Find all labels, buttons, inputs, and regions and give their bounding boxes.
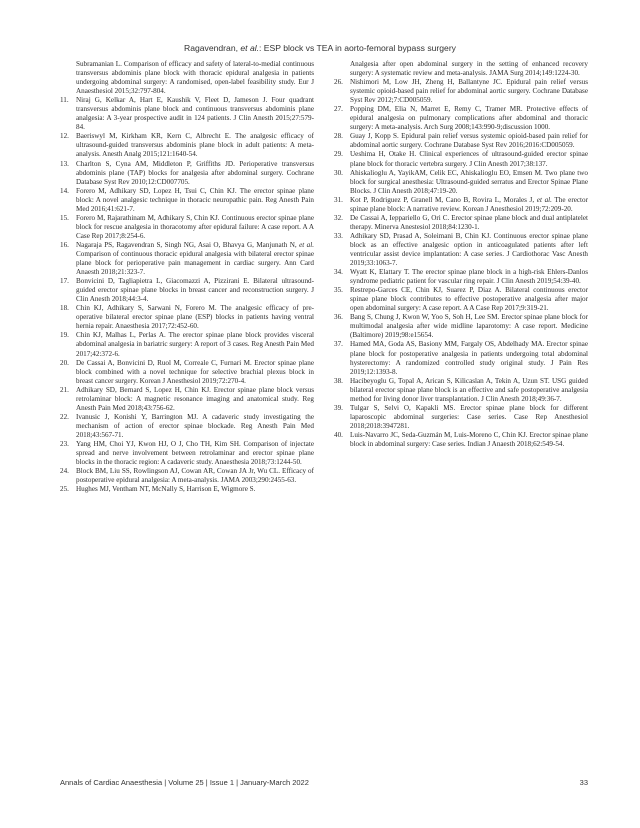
reference-number: 12. bbox=[60, 132, 69, 141]
reference-item bbox=[60, 440, 314, 467]
reference-item bbox=[60, 160, 314, 187]
reference-item bbox=[60, 413, 314, 440]
reference-item bbox=[60, 96, 314, 132]
footer-journal: Annals of Cardiac Anaesthesia | Volume 25 | Issue 1 | January-March 2022 bbox=[60, 778, 309, 787]
reference-item bbox=[60, 214, 314, 241]
reference-number: 24. bbox=[60, 467, 69, 476]
reference-text bbox=[350, 169, 588, 196]
reference-text-part: Hacibeyoglu G, Topal A, Arican S, Kilicaslan A, Tekin A, Uzun ST. USG guided bilateral erector spinae plane block is an effective and safe postoperative analgesia method for living donor liver transplantation. J Clin Anesth 2018;49:36-7. bbox=[350, 376, 588, 403]
reference-text bbox=[350, 196, 588, 214]
reference-text bbox=[350, 232, 588, 268]
reference-text bbox=[350, 214, 588, 232]
reference-text bbox=[350, 286, 588, 313]
reference-number: 33. bbox=[334, 231, 343, 240]
reference-item bbox=[334, 286, 588, 313]
reference-item bbox=[334, 340, 588, 376]
reference-item bbox=[334, 313, 588, 340]
reference-text-part: Chin KJ, Malhas L, Perlas A. The erector spinae plane block provides visceral abdominal analgesia in bariatric surgery: A report of 3 cases. Reg Anesth Pain Med 2017;42:372-6. bbox=[76, 331, 314, 358]
reference-item bbox=[334, 169, 588, 196]
reference-number: 14. bbox=[60, 186, 69, 195]
reference-item bbox=[334, 404, 588, 431]
reference-number: 17. bbox=[60, 277, 69, 286]
reference-text bbox=[76, 241, 314, 277]
reference-number: 39. bbox=[334, 403, 343, 412]
reference-item bbox=[334, 377, 588, 404]
reference-text-part: Restrepo-Garces CE, Chin KJ, Suarez P, Diaz A. Bilateral continuous erector spinae plane block contributes to effective postoperative analgesia after major open abdominal surgery: A case report. A A Case Rep 2017;9:319-21. bbox=[350, 286, 588, 313]
reference-text-part: Analgesia after open abdominal surgery in the setting of enhanced recovery surgery: A systematic review and meta-analysis. JAMA Surg 2014;149:1224-30. bbox=[350, 60, 588, 78]
reference-text-part: The erector spinae plane block: A narrative review. Korean J Anesthesiol 2019;72:209-20. bbox=[350, 195, 588, 213]
reference-text bbox=[350, 313, 588, 340]
reference-number: 28. bbox=[334, 132, 343, 141]
reference-text bbox=[76, 96, 314, 132]
reference-number: 23. bbox=[60, 439, 69, 448]
reference-text bbox=[350, 60, 588, 78]
reference-item bbox=[334, 214, 588, 232]
reference-item bbox=[60, 132, 314, 159]
reference-number: 26. bbox=[334, 78, 343, 87]
reference-text-part: Comparison of continuous thoracic epidural analgesia with bilateral erector spinae plane block for perioperative pain management in cardiac surgery. Ann Card Anaesth 2018;21:323-7. bbox=[76, 249, 314, 277]
reference-text-part: Hughes MJ, Ventham NT, McNally S, Harrison E, Wigmore S. bbox=[76, 485, 256, 494]
reference-item bbox=[334, 132, 588, 150]
reference-number: 35. bbox=[334, 286, 343, 295]
reference-text-part: Forero M, Adhikary SD, Lopez H, Tsui C, Chin KJ. The erector spinae plane block: A novel analgesic technique in thoracic neuropathic pain. Reg Anesth Pain Med 2016;41:621-7. bbox=[76, 186, 314, 213]
header-etal: et al. bbox=[240, 43, 260, 53]
reference-etal: et al. bbox=[536, 195, 552, 204]
reference-text bbox=[350, 78, 588, 105]
reference-text-part: De Cassai A, Bonvicini D, Ruol M, Correale C, Furnari M. Erector spinae plane block combined with a novel technique for selective brachial plexus block in breast cancer surgery. Korean J Anesthesiol 2019;72:270-4. bbox=[76, 358, 314, 385]
reference-text-part: Charlton S, Cyna AM, Middleton P, Griffiths JD. Perioperative transversus abdominis plane (TAP) blocks for analgesia after abdominal surgery. Cochrane Database Syst Rev 2010;12:CD007705. bbox=[76, 159, 314, 186]
reference-number: 13. bbox=[60, 159, 69, 168]
reference-text bbox=[350, 150, 588, 168]
reference-text-part: Chin KJ, Adhikary S, Sarwani N, Forero M. The analgesic efficacy of pre-operative bilateral erector spinae plane (ESP) blocks in patients having ventral hernia repair. Anaesthesia 2017;72:452-60. bbox=[76, 304, 314, 331]
reference-text bbox=[350, 431, 588, 449]
reference-etal: et al. bbox=[299, 240, 314, 249]
reference-number: 22. bbox=[60, 412, 69, 421]
reference-text bbox=[76, 413, 314, 440]
reference-number: 19. bbox=[60, 331, 69, 340]
reference-text-part: Yang HM, Choi YJ, Kwon HJ, O J, Cho TH, Kim SH. Comparison of injectate spread and nerve involvement between retrolaminar and erector spinae plane blocks in the thoracic region: A cadaveric study. Anaesthesia 2018;73:1244-50. bbox=[76, 439, 314, 467]
reference-text bbox=[350, 132, 588, 150]
reference-number: 38. bbox=[334, 376, 343, 385]
reference-item bbox=[334, 268, 588, 286]
reference-text-part: Ueshima H, Otake H. Clinical experiences of ultrasound-guided erector spinae plane block for thoracic vertebra surgery. J Clin Anesth 2017;38:137. bbox=[350, 150, 588, 168]
reference-text bbox=[350, 377, 588, 404]
reference-text bbox=[76, 386, 314, 413]
reference-text bbox=[76, 440, 314, 467]
reference-number: 29. bbox=[334, 150, 343, 159]
reference-number: 32. bbox=[334, 213, 343, 222]
reference-text-part: Bang S, Chung J, Kwon W, Yoo S, Soh H, Lee SM. Erector spinae plane block for multimodal analgesia after wide midline laparotomy: A case report. Medicine (Baltimore) 2019;98:e15654. bbox=[350, 313, 588, 340]
reference-number: 21. bbox=[60, 385, 69, 394]
reference-text-part: Wyatt K, Elattary T. The erector spinae plane block in a high-risk Ehlers-Danlos syndrome pediatric patient for vascular ring repair. J Clin Anesth 2019;54:39-40. bbox=[350, 268, 588, 286]
page-footer bbox=[60, 778, 588, 787]
reference-item bbox=[60, 359, 314, 386]
reference-text-part: Nagaraja PS, Ragavendran S, Singh NG, Asai O, Bhavya G, Manjunath N, bbox=[76, 240, 300, 249]
reference-number: 25. bbox=[60, 485, 69, 494]
reference-text bbox=[350, 340, 588, 376]
reference-text bbox=[76, 359, 314, 386]
reference-text bbox=[350, 268, 588, 286]
reference-number: 30. bbox=[334, 168, 343, 177]
reference-number: 18. bbox=[60, 304, 69, 313]
reference-text-part: Adhikary SD, Prasad A, Soleimani B, Chin KJ. Continuous erector spinae plane block as an effective analgesic option in anticoagulated patients after left ventricular assist device implantation: A case series. J Cardiothorac Vasc Anesth 2019;33:1063-7. bbox=[350, 231, 588, 268]
reference-item bbox=[334, 431, 588, 449]
reference-number: 20. bbox=[60, 358, 69, 367]
reference-text-part: Subramanian L. Comparison of efficacy and safety of lateral-to-medial continuous transversus abdominis plane block with thoracic epidural analgesia in patients undergoing abdominal surgery: A randomised, open-label feasibility study. Eur J Anaesthesiol 2015;32:797-804. bbox=[76, 60, 314, 96]
reference-text-part: Niraj G, Kelkar A, Hart E, Kaushik V, Fleet D, Jameson J. Four quadrant transversus abdominis plane block and continuous transversus abdominis plane analgesia: A 3-year prospective audit in 124 patients. J Clin Anesth 2015;27:579-84. bbox=[76, 96, 314, 132]
header-authors: Ragavendran, bbox=[184, 43, 238, 53]
reference-text-part: Ivanusic J, Konishi Y, Barrington MJ. A cadaveric study investigating the mechanism of action of erector spinae blockade. Reg Anesth Pain Med 2018;43:567-71. bbox=[76, 412, 314, 439]
reference-text-part: Tulgar S, Selvi O, Kapakli MS. Erector spinae plane block for different laparoscopic abdominal surgeries: Case series. Case Rep Anesthesiol 2018;2018:3947281. bbox=[350, 403, 588, 430]
reference-text bbox=[76, 160, 314, 187]
reference-text bbox=[350, 105, 588, 132]
reference-item bbox=[334, 232, 588, 268]
reference-number: 31. bbox=[334, 195, 343, 204]
reference-item bbox=[60, 386, 314, 413]
reference-number: 16. bbox=[60, 240, 69, 249]
reference-text-part: Guay J, Kopp S. Epidural pain relief versus systemic opioid-based pain relief for abdominal aortic surgery. Cochrane Database Syst Rev 2016;2016:CD005059. bbox=[350, 132, 588, 150]
page-number: 33 bbox=[579, 778, 588, 787]
reference-number: 27. bbox=[334, 105, 343, 114]
reference-text-part: Hamed MA, Goda AS, Basiony MM, Fargaly OS, Abdelhady MA. Erector spinae plane block for postoperative analgesia in patients undergoing total abdominal hysterectomy: A randomized controlled study original study. J Pain Res 2019;12:1393-8. bbox=[350, 340, 588, 376]
reference-item bbox=[60, 467, 314, 485]
reference-number: 34. bbox=[334, 268, 343, 277]
reference-item bbox=[60, 187, 314, 214]
reference-text bbox=[76, 331, 314, 358]
reference-text-part: Forero M, Rajarathinam M, Adhikary S, Chin KJ. Continuous erector spinae plane block for rescue analgesia in thoracotomy after epidural failure: A case report. A A Case Rep 2017;8:254-6. bbox=[76, 213, 314, 240]
reference-number: 11. bbox=[60, 96, 69, 105]
reference-text-part: De Cassai A, Ieppariello G, Ori C. Erector spinae plane block and dual antiplatelet therapy. Minerva Anestesiol 2018;84:1230-1. bbox=[350, 213, 588, 231]
reference-text bbox=[76, 132, 314, 159]
reference-item bbox=[334, 60, 588, 78]
reference-item bbox=[334, 196, 588, 214]
reference-text-part: Ahiskalioglu A, YayikAM, Celik EC, Ahiskalioglu EO, Emsen M. Two plane two block for surgical anesthesia: Ultrasound-guided serratus and Erector Spinae Plane Blocks. J Clin Anesth 2018;47:19-20. bbox=[350, 168, 588, 195]
reference-text bbox=[76, 304, 314, 331]
reference-item bbox=[60, 241, 314, 277]
header-title: : ESP block vs TEA in aorto-femoral bypass surgery bbox=[259, 43, 456, 53]
reference-text-part: Nishimori M, Low JH, Zheng H, Ballantyne JC. Epidural pain relief versus systemic opioid-based pain relief for abdominal aortic surgery. Cochrane Database Syst Rev 2012;7:CD005059. bbox=[350, 78, 588, 105]
reference-text-part: Kot P, Rodriguez P, Granell M, Cano B, Rovira L, Morales J, bbox=[350, 195, 537, 204]
reference-item bbox=[60, 485, 314, 494]
reference-column-right bbox=[334, 60, 588, 494]
reference-item bbox=[334, 150, 588, 168]
reference-text bbox=[76, 277, 314, 304]
reference-item bbox=[60, 304, 314, 331]
reference-text bbox=[76, 467, 314, 485]
reference-number: 40. bbox=[334, 430, 343, 439]
reference-number: 36. bbox=[334, 313, 343, 322]
reference-text bbox=[76, 60, 314, 96]
reference-text bbox=[76, 187, 314, 214]
reference-text-part: Baeriswyl M, Kirkham KR, Kern C, Albrecht E. The analgesic efficacy of ultrasound-guided transversus abdominis plane block in adult patients: A meta-analysis. Anesth Analg 2015;121:1640-54. bbox=[76, 132, 314, 159]
reference-text bbox=[350, 404, 588, 431]
reference-number bbox=[60, 60, 76, 96]
reference-column-left bbox=[60, 60, 314, 494]
reference-text-part: Luis-Navarro JC, Seda-Guzmán M, Luis-Moreno C, Chin KJ. Erector spinae plane block in abdominal surgery: Case series. Indian J Anaesth 2018;62:549-54. bbox=[350, 430, 588, 448]
reference-item bbox=[334, 78, 588, 105]
reference-item bbox=[60, 60, 314, 96]
reference-item bbox=[60, 331, 314, 358]
reference-number bbox=[334, 60, 350, 78]
reference-text-part: Block BM, Liu SS, Rowlingson AJ, Cowan AR, Cowan JA Jr, Wu CL. Efficacy of postoperative epidural analgesia: A meta-analysis. JAMA 2003;290:2455-63. bbox=[76, 467, 314, 485]
reference-text-part: Popping DM, Elia N, Marret E, Remy C, Tramer MR. Protective effects of epidural analgesia on pulmonary complications after abdominal and thoracic surgery: A meta-analysis. Arch Surg 2008;143:990-9;discussion 1000. bbox=[350, 105, 588, 132]
reference-text-part: Adhikary SD, Bernard S, Lopez H, Chin KJ. Erector spinae plane block versus retrolaminar block: A magnetic resonance imaging and anatomical study. Reg Anesth Pain Med 2018;43:756-62. bbox=[76, 385, 314, 412]
reference-text bbox=[76, 214, 314, 241]
reference-item bbox=[60, 277, 314, 304]
reference-text bbox=[76, 485, 314, 494]
reference-text-part: Bonvicini D, Tagliapietra L, Giacomazzi A, Pizzirani E. Bilateral ultrasound-guided erector spinae plane blocks in breast cancer and reconstruction surgery. J Clin Anesth 2018;44:3-4. bbox=[76, 277, 314, 304]
reference-item bbox=[334, 105, 588, 132]
reference-columns bbox=[60, 60, 588, 494]
running-header bbox=[0, 43, 640, 53]
reference-number: 37. bbox=[334, 340, 343, 349]
reference-number: 15. bbox=[60, 213, 69, 222]
